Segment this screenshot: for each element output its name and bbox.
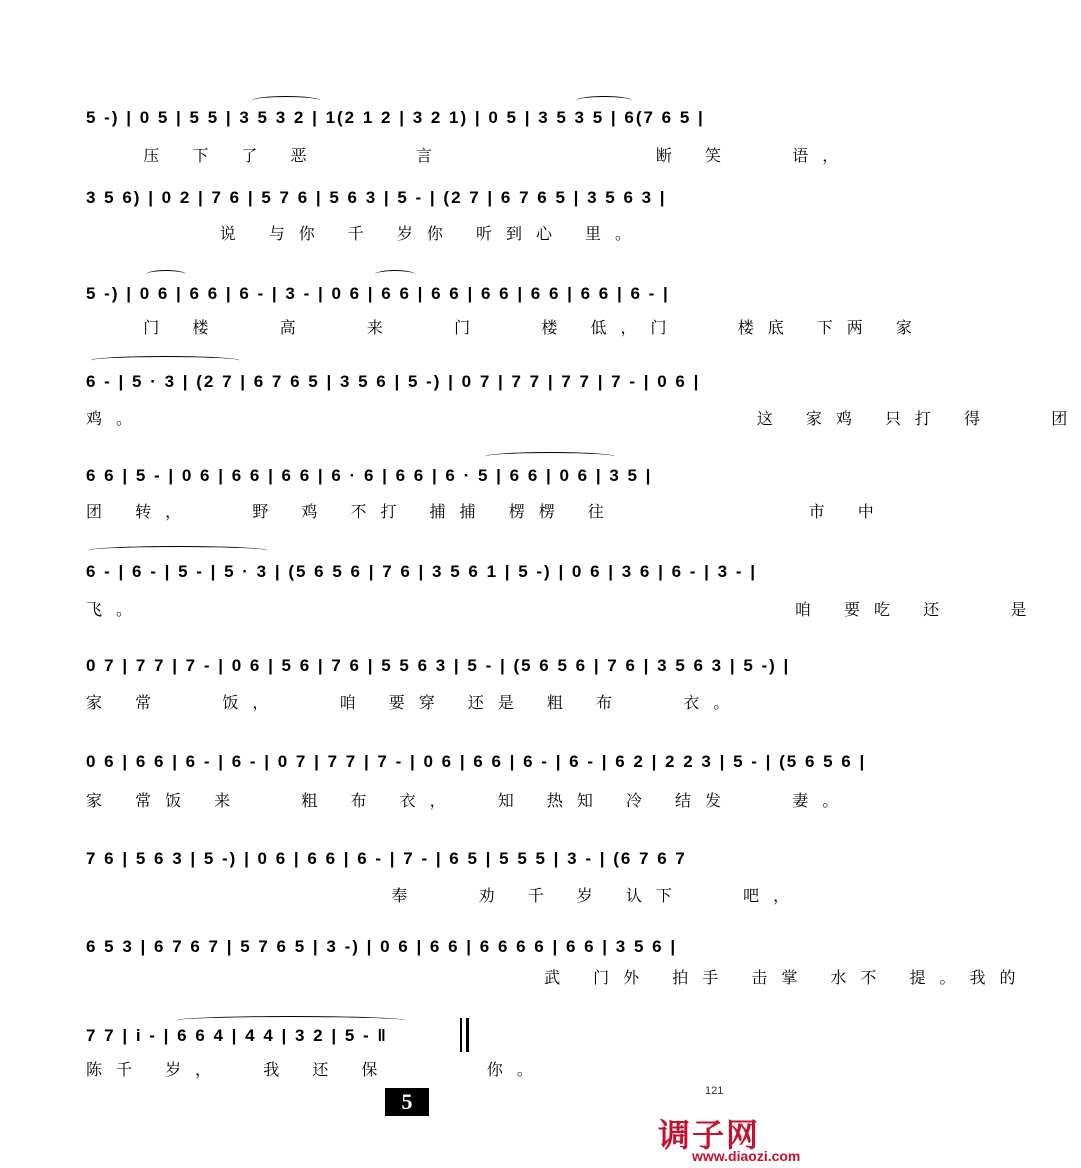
watermark-url: www.diaozi.com (692, 1148, 801, 1164)
notation-row-11: 7 7 | i - | 6 6 4 | 4 4 | 3 2 | 5 - ‖ (86, 1026, 388, 1045)
slur (576, 96, 632, 105)
slur (252, 96, 320, 105)
lyrics-row-10: 武 门外 拍手 击掌 水不 提。我的 (86, 968, 1030, 987)
notation-row-4: 6 - | 5 · 3 | (2 7 | 6 7 6 5 | 3 5 6 | 5 -) | 0 7 | 7 7 | 7 7 | 7 - | 0 6 | (86, 372, 701, 391)
final-barline-thin (460, 1018, 462, 1052)
lyrics-row-11: 陈千 岁， 我 还 保 你。 (86, 1060, 547, 1079)
lyrics-row-2: 说 与你 千 岁你 听到心 里。 (86, 224, 646, 243)
notation-row-3: 5 -) | 0 6 | 6 6 | 6 - | 3 - | 0 6 | 6 6 | 6 6 | 6 6 | 6 6 | 6 6 | 6 - | (86, 284, 670, 303)
page-number-badge: 5 (385, 1088, 429, 1116)
lyrics-row-8: 家 常饭 来 粗 布 衣， 知 热知 冷 结发 妻。 (86, 791, 853, 810)
notation-row-1: 5 -) | 0 5 | 5 5 | 3 5 3 2 | 1(2 1 2 | 3 2 1) | 0 5 | 3 5 3 5 | 6(7 6 5 | (86, 108, 705, 127)
notation-row-5: 6 6 | 5 - | 0 6 | 6 6 | 6 6 | 6 · 6 | 6 6 | 6 · 5 | 6 6 | 0 6 | 3 5 | (86, 466, 653, 485)
lyrics-row-7: 家 常 饭， 咱 要穿 还是 粗 布 衣。 (86, 693, 744, 712)
notation-row-10: 6 5 3 | 6 7 6 7 | 5 7 6 5 | 3 -) | 0 6 | 6 6 | 6 6 6 6 | 6 6 | 3 5 6 | (86, 937, 678, 956)
lyrics-row-9: 奉 劝 千 岁 认下 吧， (86, 886, 804, 905)
notation-row-9: 7 6 | 5 6 3 | 5 -) | 0 6 | 6 6 | 6 - | 7 - | 6 5 | 5 5 5 | 3 - | (6 7 6 7 (86, 849, 687, 868)
slur (88, 546, 268, 555)
slur (176, 1016, 406, 1025)
lyrics-row-3: 门 楼 高 来 门 楼 低，门 楼底 下两 家 (86, 318, 926, 337)
notation-row-8: 0 6 | 6 6 | 6 - | 6 - | 0 7 | 7 7 | 7 - | 0 6 | 6 6 | 6 - | 6 - | 6 2 | 2 2 3 | 5 - | (5 6 5 6 | (86, 752, 867, 771)
notation-row-6: 6 - | 6 - | 5 - | 5 · 3 | (5 6 5 6 | 7 6 | 3 5 6 1 | 5 -) | 0 6 | 3 6 | 6 - | 3 - | (86, 562, 757, 581)
slur (90, 356, 240, 365)
watermark-title: 调子网 (658, 1116, 761, 1154)
notation-row-7: 0 7 | 7 7 | 7 - | 0 6 | 5 6 | 7 6 | 5 5 6 3 | 5 - | (5 6 5 6 | 7 6 | 3 5 6 3 | 5 -) | (86, 656, 791, 675)
lyrics-row-1: 压 下 了 恶 言 断 笑 语， (86, 146, 853, 165)
lyrics-row-6: 飞。 咱 要吃 还 是 (86, 600, 1041, 619)
notation-row-2: 3 5 6) | 0 2 | 7 6 | 5 7 6 | 5 6 3 | 5 - | (2 7 | 6 7 6 5 | 3 5 6 3 | (86, 188, 667, 207)
lyrics-row-5: 团 转， 野 鸡 不打 捕捕 楞楞 往 市 中 (86, 502, 888, 521)
slur (146, 270, 186, 279)
book-page-number: 121 (705, 1085, 724, 1097)
slur (485, 452, 615, 461)
lyrics-row-4: 鸡。 这 家鸡 只打 得 团 (86, 409, 1081, 428)
slur (375, 270, 415, 279)
final-barline-thick (466, 1018, 469, 1052)
